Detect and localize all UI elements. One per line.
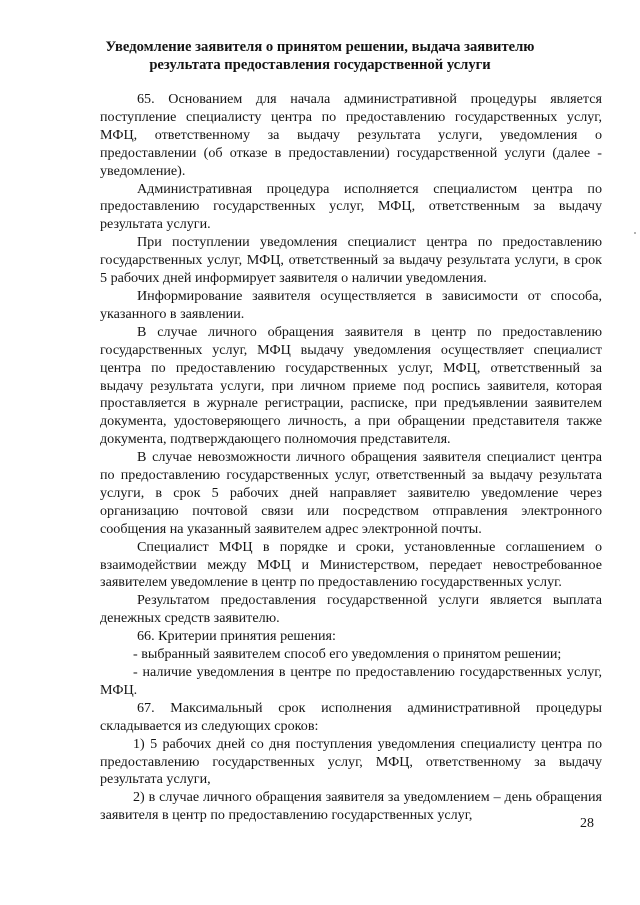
criteria-item-presence: - наличие уведомления в центре по предоставлению государственных услуг, МФЦ. [100, 664, 602, 698]
page-number: 28 [580, 816, 594, 831]
paragraph-no-personal-visit: В случае невозможности личного обращения заявителя специалист центра по предоставлению государственных услуг, ответственный за выдачу результата услуги, в срок 5 рабочих дней направляет заявителю уведомление через организацию почтовой связи или посредством отправления электронного сообщения на указанный заявителем адрес электронной почты. [100, 449, 602, 537]
section-heading-line-1: Уведомление заявителя о принятом решении, выдача заявителю [105, 39, 535, 55]
deadline-item-1: 1) 5 рабочих дней со дня поступления уведомления специалисту центра по предоставлению государственных услуг, МФЦ, ответственному за выдачу результата услуги, [100, 735, 602, 788]
paragraph-personal-visit: В случае личного обращения заявителя в центр по предоставлению государственных услуг, МФЦ выдачу уведомления осуществляет специалист центра по предоставлению государственных услуг, МФЦ, ответственный за выдачу результата услуги, при личном приеме под роспись заявителя, которая проставляется в журнале регистрации, расписке, при предъявлении заявителем документа, удостоверяющего личность, а при обращении представителя также документа, подтверждающего полномочия представителя. [100, 323, 602, 448]
paragraph-67-deadline: 67. Максимальный срок исполнения административной процедуры складывается из следующих сроков: [100, 699, 602, 734]
document-body [100, 91, 602, 825]
paragraph-notification-received: При поступлении уведомления специалист центра по предоставлению государственных услуг, МФЦ, ответственный за выдачу результата услуги, в срок 5 рабочих дней информирует заявителя о наличии уведомления. [100, 234, 602, 287]
paragraph-procedure-executor: Административная процедура исполняется специалистом центра по предоставлению государственных услуг, МФЦ, ответственным за выдачу результата услуги. [100, 180, 602, 233]
deadline-item-2: 2) в случае личного обращения заявителя за уведомлением – день обращения заявителя в центр по предоставлению государственных услуг, [100, 789, 602, 824]
paragraph-65-basis: 65. Основанием для начала административной процедуры является поступление специалисту центра по предоставлению государственных услуг, МФЦ, ответственному за выдачу результата услуги, уведомления о предоставлении (об отказе в предоставлении) государственной услуги (далее - уведомление). [100, 91, 602, 179]
paragraph-unclaimed-notification: Специалист МФЦ в порядке и сроки, установленные соглашением о взаимодействии между МФЦ и Министерством, передает невостребованное заявителем уведомление в центр по предоставлению государственных услуг. [100, 538, 602, 591]
section-heading [100, 38, 540, 74]
section-heading-line-2: результата предоставления государственной услуги [149, 57, 491, 73]
paragraph-informing-method: Информирование заявителя осуществляется в зависимости от способа, указанного в заявлении. [100, 287, 602, 322]
paragraph-result: Результатом предоставления государственной услуги является выплата денежных средств заявителю. [100, 592, 602, 627]
paragraph-66-criteria: 66. Критерии принятия решения: [137, 628, 336, 645]
scan-speck [634, 232, 636, 234]
criteria-item-method: - выбранный заявителем способ его уведомления о принятом решении; [133, 646, 562, 663]
